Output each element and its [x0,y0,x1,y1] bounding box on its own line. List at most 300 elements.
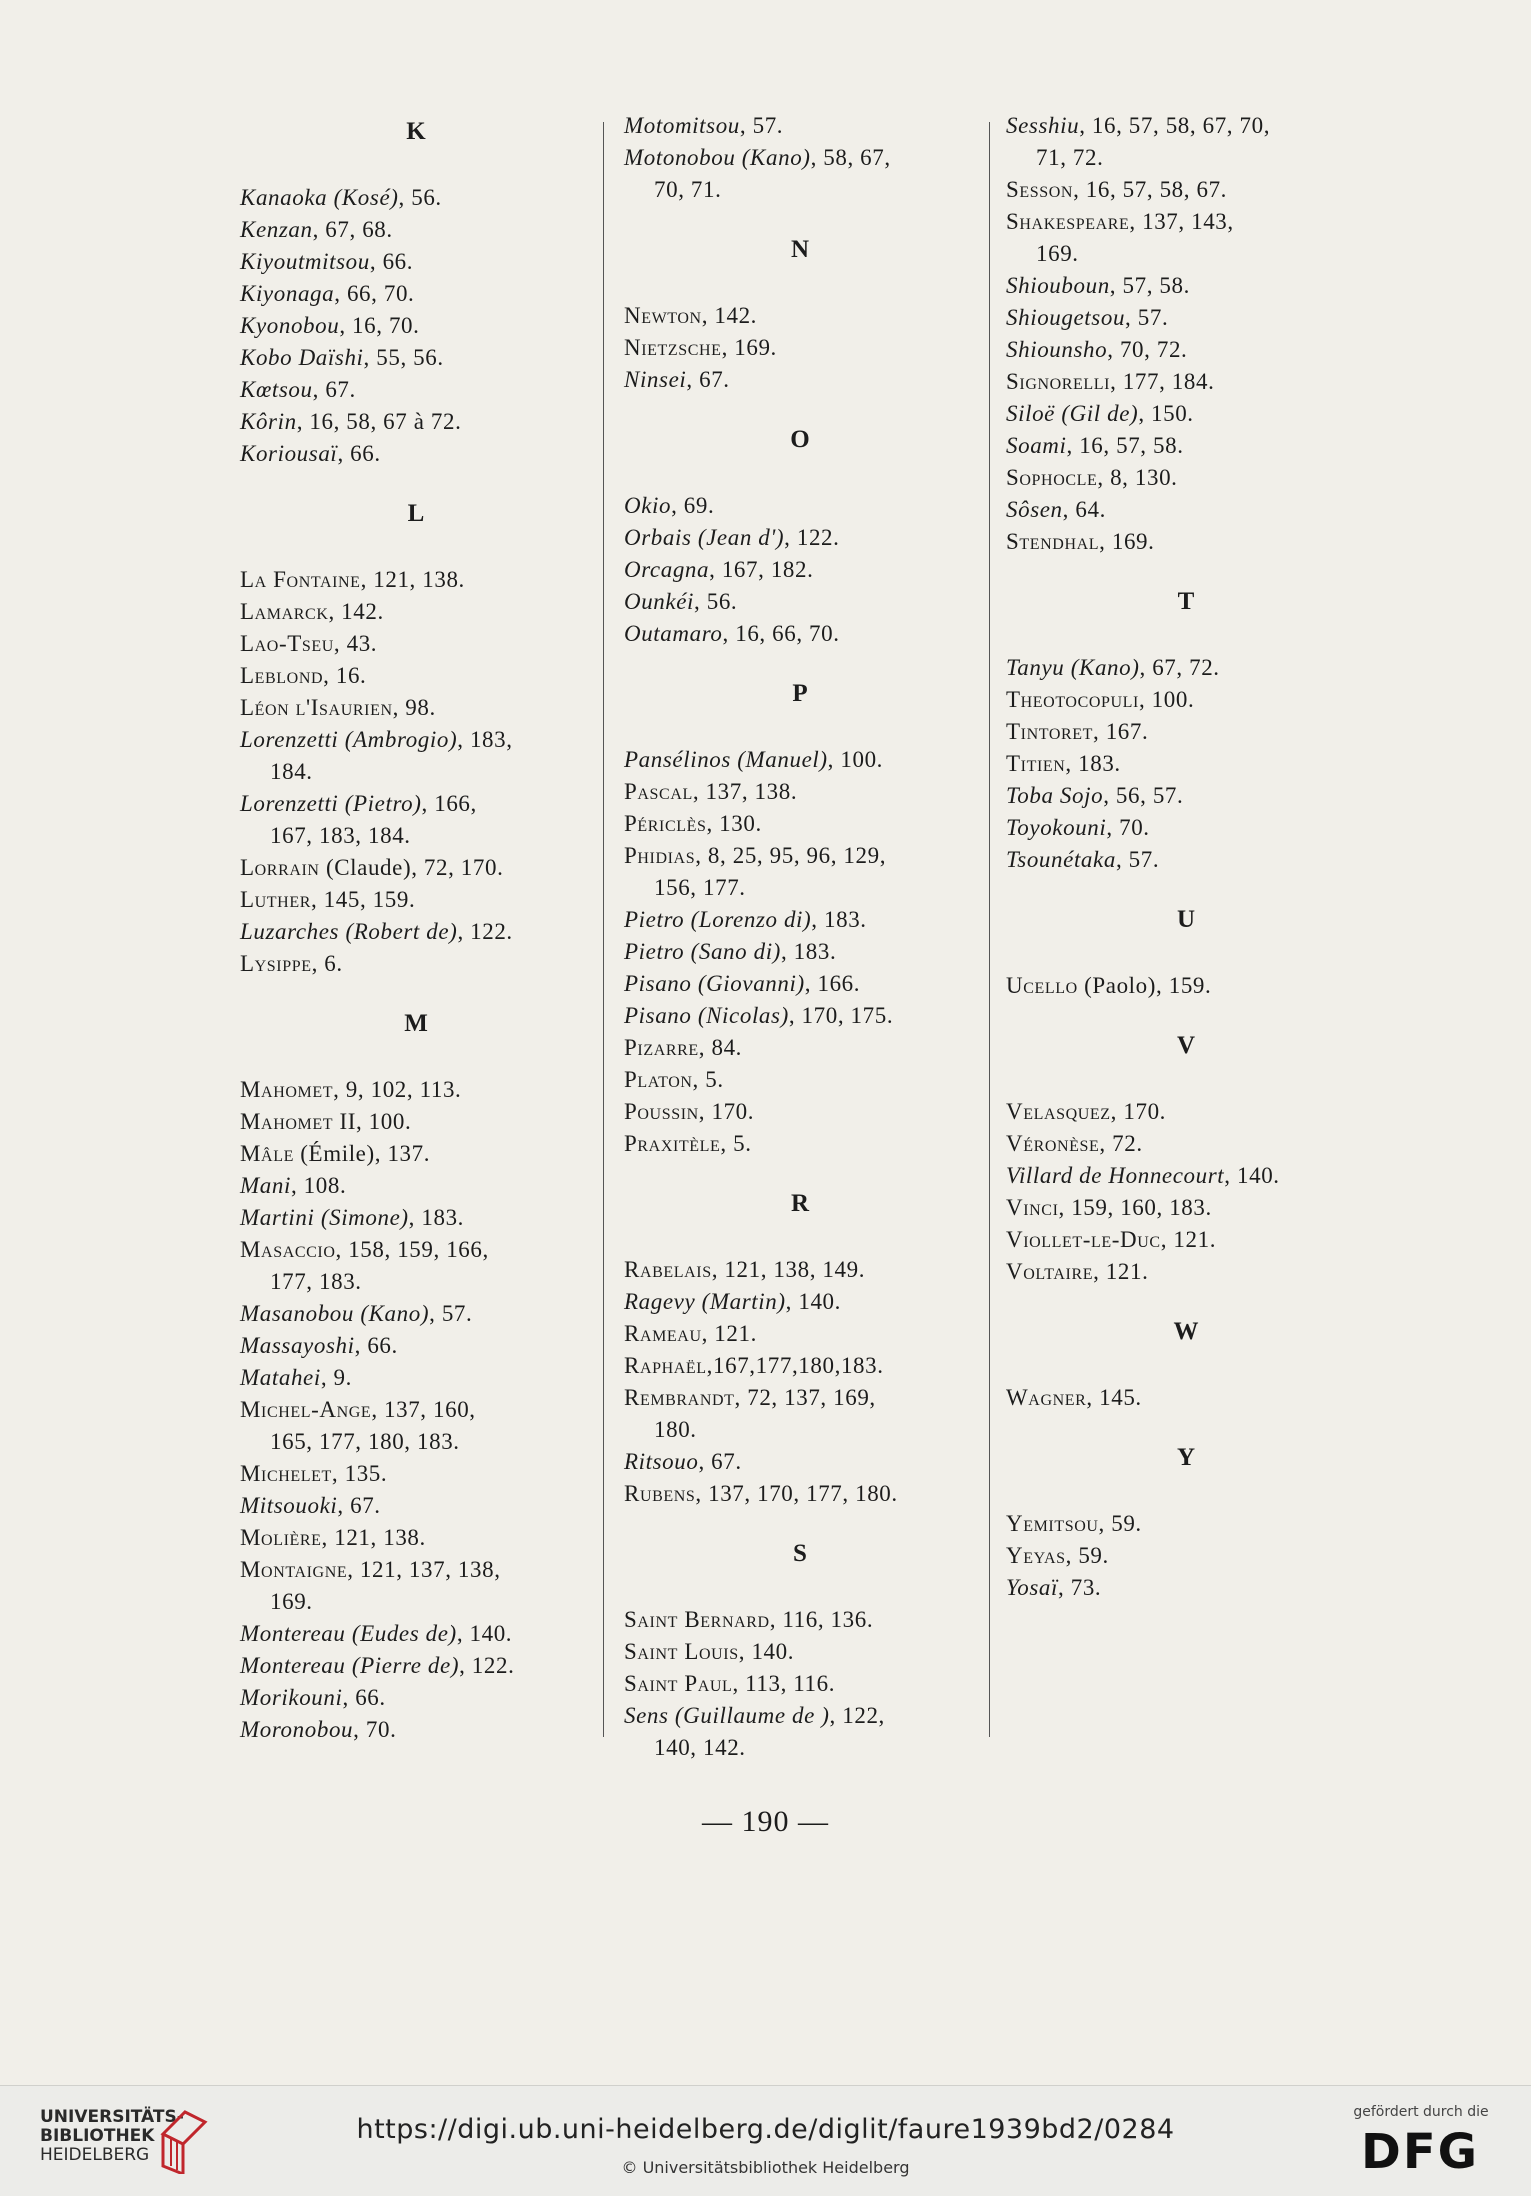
index-entry [240,1106,592,1138]
entry-name: Tintoret [1006,719,1093,744]
index-entry [240,1138,592,1170]
entry-name: Martini (Simone) [240,1205,409,1230]
entry-pages: , 67. [686,367,730,392]
entry-name: Rubens [624,1481,696,1506]
index-entry [1006,1128,1366,1160]
index-entry [240,1682,592,1714]
entry-pages: , 142. [328,599,384,624]
index-entry [1006,1572,1366,1604]
index-section [624,234,976,396]
index-entry [624,936,976,968]
entry-name: Mahomet [240,1077,334,1102]
index-entry [1006,494,1366,526]
entry-name: Toyokouni [1006,815,1107,840]
index-entry [240,1394,592,1458]
entry-pages: , 59. [1065,1543,1109,1568]
index-entry [240,406,592,438]
entry-pages: , 121, 137, 138, [347,1557,501,1582]
entry-pages: , 170. [698,1099,755,1124]
entry-pages: , 167. [1093,719,1149,744]
index-entry [1006,1256,1366,1288]
index-entry [624,808,976,840]
entry-pages: , 69. [671,493,715,518]
entry-name: Nietzsche [624,335,722,360]
entry-name: Lysippe [240,951,312,976]
index-entry [1006,398,1366,430]
entry-pages: , 43. [333,631,378,656]
index-entry [624,1318,976,1350]
section-letter: N [790,236,810,263]
permalink-url[interactable]: https://digi.ub.uni-heidelberg.de/diglit/faure1939bd2/0284 [356,2114,1175,2145]
entry-pages: , 56, 57. [1103,783,1184,808]
entry-pages: , 170. [1110,1099,1167,1124]
entry-name: Yemitsou [1006,1511,1099,1536]
entry-name: Vinci [1006,1195,1059,1220]
entry-name: Motomitsou [624,113,740,138]
entry-pages-continued: 180. [654,1417,697,1442]
entry-pages: , 98. [392,695,436,720]
index-entry [624,300,976,332]
library-name-line: BIBLIOTHEK [40,2126,155,2146]
entry-pages: , 6. [311,951,343,976]
entry-pages: , 8, 25, 95, 96, 129, [695,843,887,868]
entry-name: Ninsei [624,367,687,392]
entry-pages: , 55, 56. [363,345,444,370]
entry-name: Shiounsho [1006,337,1108,362]
index-entry [1006,1160,1366,1192]
entry-name: Koriousaï [240,441,338,466]
entry-name: Sophocle [1006,465,1098,490]
entry-pages-continued: 71, 72. [1036,145,1104,170]
index-entry [1006,110,1366,174]
entry-pages: , 57, 58. [1109,273,1190,298]
entry-name: Kobo Daïshi [240,345,364,370]
entry-name: Toba Sojo [1006,783,1104,808]
index-entry [624,110,976,142]
index-entry [240,1490,592,1522]
index-entry [240,182,592,214]
entry-pages: , 16, 57, 58, 67, 70, [1079,113,1271,138]
entry-pages: , 8, 130. [1097,465,1178,490]
index-entry [624,1604,976,1636]
entry-pages: , 56. [398,185,442,210]
section-letter: P [792,680,808,707]
entry-name: Tanyu (Kano) [1006,655,1140,680]
entry-pages: , 137, 170, 177, 180. [695,1481,898,1506]
entry-name: Saint Louis [624,1639,739,1664]
entry-name: Lorrain [240,855,320,880]
entry-name: Outamaro [624,621,723,646]
entry-pages: , 67. [337,1493,381,1518]
index-entry [624,332,976,364]
entry-name: Titien [1006,751,1066,776]
entry-pages: , 183. [811,907,867,932]
entry-pages: , 150. [1138,401,1194,426]
entry-name: Ritsouo [624,1449,699,1474]
entry-pages: , 108. [290,1173,347,1198]
entry-pages: , 140. [456,1621,513,1646]
entry-pages: , 57. [739,113,784,138]
entry-name: Lorenzetti (Ambrogio) [240,727,458,752]
index-entry [624,1096,976,1128]
entry-name: Sens (Guillaume de ) [624,1703,830,1728]
entry-name: Okio [624,493,672,518]
entry-pages: , 121. [1160,1227,1217,1252]
entry-name: Ounkéi [624,589,695,614]
entry-pages: , 142. [701,303,758,328]
entry-pages: , 135. [331,1461,388,1486]
entry-pages: , 16, 57, 58. [1066,433,1184,458]
index-entry [624,522,976,554]
entry-pages: , 100. [355,1109,412,1134]
entry-name: Mani [240,1173,291,1198]
entry-name: Montaigne [240,1557,348,1582]
entry-name: Yosaï [1006,1575,1059,1600]
entry-name: Yeyas [1006,1543,1066,1568]
index-entry [240,1074,592,1106]
entry-pages: , 121. [701,1321,757,1346]
index-entry [240,438,592,470]
index-entry [624,1700,976,1764]
index-entry [624,1000,976,1032]
index-entry [240,1234,592,1298]
entry-name: Montereau (Pierre de) [240,1653,460,1678]
index-entry [240,374,592,406]
index-section [1006,904,1366,1002]
entry-name: Mâle [240,1141,294,1166]
index-entry [624,586,976,618]
entry-name: Morikouni [240,1685,343,1710]
entry-name: Platon [624,1067,693,1092]
index-column-1 [240,110,592,1746]
index-entry [624,1032,976,1064]
entry-pages: (Émile), 137. [293,1141,431,1166]
index-entry [240,1650,592,1682]
index-entry [240,564,592,596]
entry-pages: , 145. [1086,1385,1142,1410]
entry-pages: , 64. [1062,497,1106,522]
entry-name: Moronobou [240,1717,354,1742]
entry-name: Léon l'Isaurien [240,695,393,720]
entry-pages: , 122, [829,1703,885,1728]
index-entry [240,1298,592,1330]
entry-name: Massayoshi [240,1333,355,1358]
entry-name: Poussin [624,1099,699,1124]
index-entry [1006,334,1366,366]
entry-pages: , 130. [706,811,762,836]
index-entry [240,724,592,788]
entry-pages: , 72. [1099,1131,1143,1156]
index-entry [624,1350,976,1382]
entry-name: Siloë (Gil de) [1006,401,1139,426]
entry-name: Masaccio [240,1237,336,1262]
section-letter: U [1176,906,1196,933]
index-entry [1006,1540,1366,1572]
index-entry [624,1254,976,1286]
entry-pages: , 137, 143, [1129,209,1234,234]
entry-pages: , 9, 102, 113. [333,1077,462,1102]
index-entry [624,554,976,586]
index-entry [1006,302,1366,334]
entry-name: Newton [624,303,702,328]
index-entry [1006,206,1366,270]
entry-name: Orcagna [624,557,710,582]
entry-name: Kiyonaga [240,281,335,306]
entry-name: Shiougetsou [1006,305,1126,330]
entry-name: Sesson [1006,177,1074,202]
index-section [1006,1442,1366,1604]
index-entry [240,692,592,724]
index-entry [240,310,592,342]
index-entry [240,916,592,948]
index-entry [240,246,592,278]
entry-name: Kyonobou [240,313,340,338]
entry-pages-continued: 167, 183, 184. [270,823,411,848]
index-entry [1006,174,1366,206]
section-letter: T [1177,588,1195,615]
entry-pages-continued: 156, 177. [654,875,746,900]
entry-pages: , 121, 138. [321,1525,426,1550]
entry-pages: , 66. [369,249,414,274]
entry-pages-continued: 169. [1036,241,1079,266]
entry-pages: , 67, 68. [312,217,393,242]
index-entry [1006,812,1366,844]
index-entry [240,1554,592,1618]
entry-pages: , 169. [1099,529,1155,554]
index-entry [624,1382,976,1446]
entry-name: Wagner [1006,1385,1087,1410]
entry-pages: , 59. [1098,1511,1142,1536]
index-entry [624,968,976,1000]
index-entry [1006,1192,1366,1224]
entry-pages-continued: 70, 71. [654,177,722,202]
index-entry [240,884,592,916]
index-entry [240,278,592,310]
entry-name: Raphaël [624,1353,707,1378]
entry-name: Soami [1006,433,1067,458]
entry-name: Michelet [240,1461,332,1486]
entry-pages: (Claude), 72, 170. [319,855,504,880]
entry-pages: , 167, 182. [709,557,814,582]
entry-pages-continued: 165, 177, 180, 183. [270,1429,460,1454]
entry-pages: , 100. [1138,687,1195,712]
entry-pages: , 121, 138, 149. [711,1257,866,1282]
index-entry [1006,1382,1366,1414]
entry-pages: , 170, 175. [788,1003,894,1028]
section-letter: O [790,426,810,453]
entry-pages: , 67, 72. [1139,655,1220,680]
index-section [624,424,976,650]
entry-pages: , 100. [827,747,884,772]
index-entry [240,1362,592,1394]
index-entry [624,1128,976,1160]
entry-name: Velasquez [1006,1099,1111,1124]
entry-pages: , 66, 70. [334,281,415,306]
entry-pages: (Paolo), 159. [1077,973,1212,998]
page-number: — 190 — [702,1805,829,1838]
entry-pages: , 56. [694,589,738,614]
entry-name: Shiouboun [1006,273,1110,298]
copyright-notice: © Universitätsbibliothek Heidelberg [621,2158,910,2177]
entry-name: Kanaoka (Kosé) [240,185,399,210]
index-entry [1006,1508,1366,1540]
index-entry [1006,430,1366,462]
index-entry [624,840,976,904]
index-entry [624,618,976,650]
entry-pages: , 177, 184. [1110,369,1215,394]
index-entry [240,628,592,660]
index-entry [624,1636,976,1668]
entry-name: Molière [240,1525,322,1550]
entry-name: Michel-Ange [240,1397,372,1422]
entry-pages: , 70. [353,1717,397,1742]
index-column-3 [1006,110,1366,1604]
entry-name: Pisano (Giovanni) [624,971,805,996]
entry-name: Sôsen [1006,497,1063,522]
entry-name: Kœtsou [240,377,313,402]
entry-pages: , 9. [320,1365,353,1390]
entry-name: Ucello [1006,973,1078,998]
entry-pages: , 137, 160, [371,1397,476,1422]
index-section [1006,1316,1366,1414]
index-section [240,1008,592,1746]
entry-pages: , 84. [698,1035,743,1060]
index-entry [624,1668,976,1700]
entry-pages: , 158, 159, 166, [335,1237,489,1262]
index-entry [240,788,592,852]
index-entry [624,1446,976,1478]
entry-pages: , 58, 67, [810,145,891,170]
index-entry [1006,748,1366,780]
index-section [240,116,592,470]
entry-name: Kôrin [240,409,297,434]
index-entry [240,1330,592,1362]
entry-pages: , 183. [1065,751,1121,776]
entry-name: Theotocopuli [1006,687,1139,712]
entry-pages-continued: 184. [270,759,313,784]
entry-pages: , 145, 159. [310,887,416,912]
entry-pages-continued: 140, 142. [654,1735,746,1760]
index-entry [1006,684,1366,716]
index-entry [624,1064,976,1096]
entry-name: Pansélinos (Manuel) [624,747,828,772]
entry-pages: , 70. [1106,815,1150,840]
index-entry [1006,780,1366,812]
entry-name: Périclès [624,811,707,836]
entry-pages: , 159, 160, 183. [1058,1195,1212,1220]
index-entry [240,1170,592,1202]
entry-pages: , 169. [721,335,777,360]
index-entry [240,852,592,884]
index-section [240,498,592,980]
index-entry [624,776,976,808]
index-entry [1006,462,1366,494]
entry-name: Signorelli [1006,369,1111,394]
library-name-line: UNIVERSITÄTS- [40,2107,184,2127]
index-entry [624,904,976,936]
index-entry [1006,1224,1366,1256]
viewer-footer [0,2085,1531,2196]
entry-name: Montereau (Eudes de) [240,1621,457,1646]
entry-pages: , 16, 66, 70. [722,621,840,646]
entry-name: Voltaire [1006,1259,1094,1284]
entry-pages: , 122. [784,525,840,550]
funder-note: gefördert durch die [1353,2104,1489,2120]
entry-pages: , 57. [429,1301,473,1326]
index-entry [240,660,592,692]
entry-pages: , 121, 138. [360,567,465,592]
entry-name: Praxitèle [624,1131,721,1156]
entry-pages: , 57. [1115,847,1160,872]
index-entry [1006,526,1366,558]
entry-name: Phidias [624,843,696,868]
entry-name: Kenzan [240,217,313,242]
index-entry [1006,366,1366,398]
index-section [1006,110,1366,558]
section-letter: R [790,1190,810,1217]
column-divider [989,122,990,1737]
section-letter: Y [1176,1444,1196,1471]
section-letter: L [407,500,425,527]
index-section [624,1538,976,1764]
entry-pages: , 121. [1093,1259,1149,1284]
entry-name: Pascal [624,779,693,804]
index-entry [240,342,592,374]
index-entry [624,490,976,522]
section-letter: W [1173,1318,1199,1345]
entry-pages: , 66. [354,1333,398,1358]
entry-pages: , 16, 58, 67 à 72. [296,409,462,434]
entry-name: Pizarre [624,1035,699,1060]
entry-pages-continued: 177, 183. [270,1269,362,1294]
entry-name: Orbais (Jean d') [624,525,785,550]
entry-name: Saint Bernard [624,1607,770,1632]
index-entry [240,1522,592,1554]
entry-pages: , 73. [1058,1575,1102,1600]
entry-name: Lorenzetti (Pietro) [240,791,422,816]
entry-pages: , 16. [323,663,367,688]
index-entry [1006,844,1366,876]
index-entry [624,142,976,206]
entry-pages: , 137, 138. [692,779,798,804]
entry-name: Stendhal [1006,529,1100,554]
entry-pages: , 166. [804,971,861,996]
index-entry [1006,1096,1366,1128]
entry-pages-continued: 169. [270,1589,313,1614]
entry-pages: , 72, 137, 169, [734,1385,876,1410]
index-column-2 [624,110,976,1764]
index-section [1006,1030,1366,1288]
entry-name: Luzarches (Robert de) [240,919,458,944]
entry-name: Sesshiu [1006,113,1080,138]
entry-name: Pisano (Nicolas) [624,1003,789,1028]
entry-name: Pietro (Sano di) [624,939,781,964]
index-section [624,110,976,206]
entry-pages: , 122. [459,1653,515,1678]
index-entry [1006,652,1366,684]
entry-pages: , 66. [337,441,381,466]
entry-pages: , 5. [720,1131,752,1156]
index-entry [240,214,592,246]
entry-name: Tsounétaka [1006,847,1116,872]
entry-pages: , 67. [312,377,356,402]
library-name-line: HEIDELBERG [40,2145,150,2165]
entry-name: Matahei [240,1365,321,1390]
entry-name: Lamarck [240,599,329,624]
entry-pages: , 140. [785,1289,841,1314]
section-letter: M [404,1010,428,1037]
entry-name: Véronèse [1006,1131,1100,1156]
